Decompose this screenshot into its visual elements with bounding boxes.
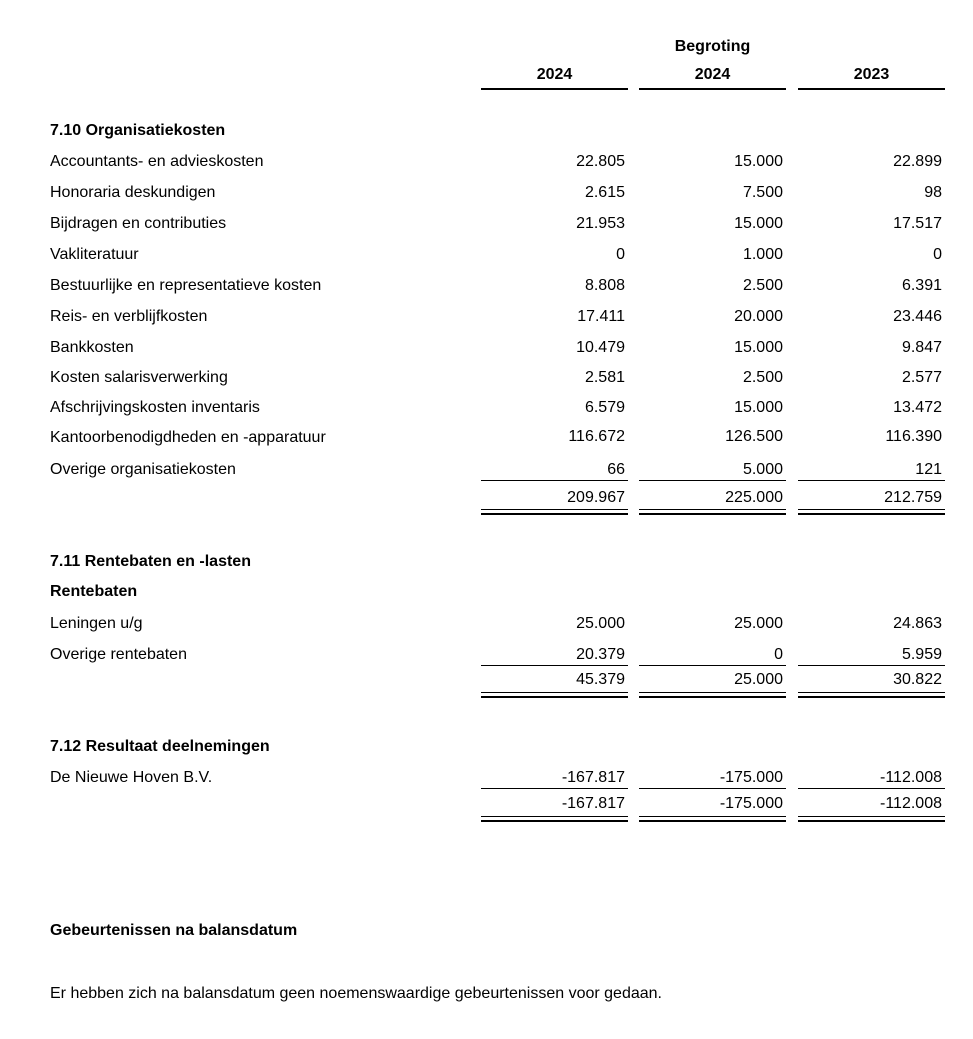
total-2024: -167.817 <box>561 795 625 812</box>
value-budget-2024: 7.500 <box>742 184 783 201</box>
value-2024: 10.479 <box>576 339 625 356</box>
value-budget-2024: -175.000 <box>719 769 783 786</box>
subtotal-rule <box>481 665 628 666</box>
column-header-2024-actual: 2024 <box>536 66 573 83</box>
total-2023: 212.759 <box>884 489 942 506</box>
value-budget-2024: 0 <box>774 646 783 663</box>
header-rule <box>481 88 628 90</box>
row-label: Overige organisatiekosten <box>50 461 236 478</box>
value-budget-2024: 2.500 <box>742 369 783 386</box>
total-double-rule <box>798 816 945 822</box>
subtotal-rule <box>481 788 628 789</box>
value-2024: -167.817 <box>561 769 625 786</box>
subtotal-rule <box>639 480 786 481</box>
section-title: 7.10 Organisatiekosten <box>50 122 226 139</box>
column-header-2023: 2023 <box>853 66 890 83</box>
row-label: Kosten salarisverwerking <box>50 369 228 386</box>
value-2024: 25.000 <box>576 615 625 632</box>
subtotal-rule <box>481 480 628 481</box>
value-2024: 2.615 <box>584 184 625 201</box>
value-2024: 116.672 <box>568 428 625 445</box>
total-double-rule <box>639 692 786 698</box>
row-label: Leningen u/g <box>50 615 143 632</box>
value-2024: 22.805 <box>576 153 625 170</box>
row-label: Afschrijvingskosten inventaris <box>50 399 260 416</box>
value-2023: 116.390 <box>885 428 942 445</box>
row-label: Reis- en verblijfkosten <box>50 308 208 325</box>
value-2023: -112.008 <box>880 769 942 786</box>
value-2023: 9.847 <box>901 339 942 356</box>
total-2024: 45.379 <box>576 671 625 688</box>
value-2023: 22.899 <box>893 153 942 170</box>
section-title: 7.11 Rentebaten en -lasten <box>50 553 251 570</box>
total-2024: 209.967 <box>567 489 625 506</box>
row-label: Overige rentebaten <box>50 646 187 663</box>
value-budget-2024: 15.000 <box>734 339 783 356</box>
row-label: Vakliteratuur <box>50 246 139 263</box>
value-2023: 24.863 <box>893 615 942 632</box>
value-2024: 20.379 <box>576 646 625 663</box>
subtotal-rule <box>798 665 945 666</box>
section-title: 7.12 Resultaat deelnemingen <box>50 738 270 755</box>
header-rule <box>639 88 786 90</box>
value-2024: 0 <box>616 246 625 263</box>
total-double-rule <box>481 509 628 515</box>
value-2023: 13.472 <box>893 399 942 416</box>
total-double-rule <box>798 509 945 515</box>
subtotal-rule <box>798 480 945 481</box>
value-budget-2024: 15.000 <box>734 215 783 232</box>
value-2024: 17.411 <box>577 308 625 325</box>
value-budget-2024: 15.000 <box>734 399 783 416</box>
subtotal-rule <box>798 788 945 789</box>
section-subtitle: Rentebaten <box>50 583 138 600</box>
value-budget-2024: 5.000 <box>742 461 783 478</box>
value-2024: 6.579 <box>584 399 625 416</box>
total-double-rule <box>481 816 628 822</box>
total-budget-2024: 25.000 <box>734 671 783 688</box>
value-budget-2024: 2.500 <box>742 277 783 294</box>
value-2024: 66 <box>607 461 625 478</box>
value-2023: 5.959 <box>901 646 942 663</box>
value-budget-2024: 20.000 <box>734 308 783 325</box>
total-2023: -112.008 <box>880 795 942 812</box>
value-budget-2024: 126.500 <box>725 428 783 445</box>
value-budget-2024: 1.000 <box>742 246 783 263</box>
value-2024: 8.808 <box>584 277 625 294</box>
value-budget-2024: 25.000 <box>734 615 783 632</box>
value-2023: 98 <box>924 184 942 201</box>
total-budget-2024: -175.000 <box>719 795 783 812</box>
begroting-label: Begroting <box>674 38 751 55</box>
row-label: De Nieuwe Hoven B.V. <box>50 769 213 786</box>
row-label: Bijdragen en contributies <box>50 215 227 232</box>
value-budget-2024: 15.000 <box>734 153 783 170</box>
value-2024: 2.581 <box>584 369 625 386</box>
value-2023: 17.517 <box>893 215 942 232</box>
subtotal-rule <box>639 665 786 666</box>
value-2023: 6.391 <box>901 277 942 294</box>
column-header-2024-budget: 2024 <box>694 66 731 83</box>
value-2024: 21.953 <box>576 215 625 232</box>
value-2023: 2.577 <box>901 369 942 386</box>
header-rule <box>798 88 945 90</box>
events-text: Er hebben zich na balansdatum geen noemenswaardige gebeurtenissen voor gedaan. <box>50 985 662 1002</box>
total-double-rule <box>639 816 786 822</box>
total-budget-2024: 225.000 <box>725 489 783 506</box>
row-label: Bankkosten <box>50 339 134 356</box>
total-2023: 30.822 <box>893 671 942 688</box>
total-double-rule <box>798 692 945 698</box>
subtotal-rule <box>639 788 786 789</box>
value-2023: 23.446 <box>893 308 942 325</box>
row-label: Bestuurlijke en representatieve kosten <box>50 277 322 294</box>
events-title: Gebeurtenissen na balansdatum <box>50 922 298 939</box>
row-label: Kantoorbenodigdheden en -apparatuur <box>50 429 326 446</box>
total-double-rule <box>481 692 628 698</box>
value-2023: 121 <box>915 461 942 478</box>
row-label: Accountants- en advieskosten <box>50 153 264 170</box>
total-double-rule <box>639 509 786 515</box>
value-2023: 0 <box>933 246 942 263</box>
row-label: Honoraria deskundigen <box>50 184 216 201</box>
